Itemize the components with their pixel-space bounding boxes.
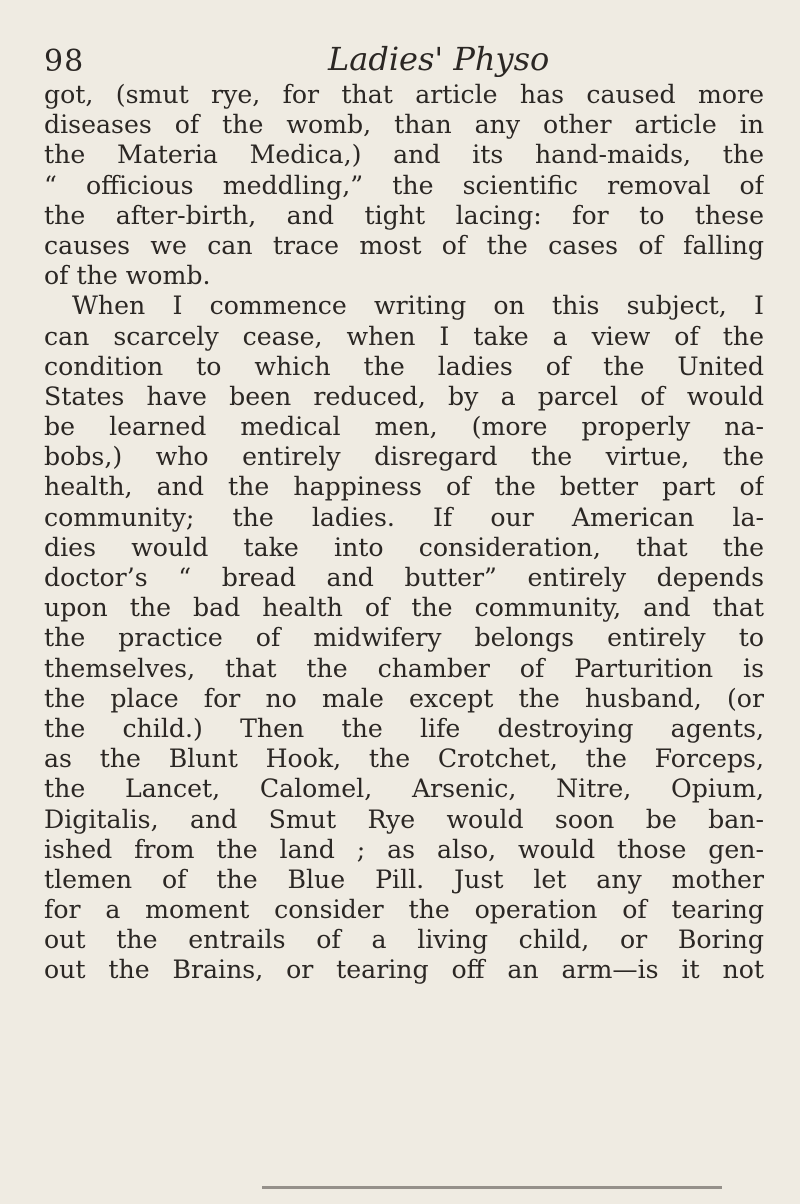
page-number: 98 [44, 44, 85, 79]
text-line: the child.) Then the life destroying agents, [44, 713, 764, 743]
text-line: the place for no male except the husband, (or [44, 683, 764, 713]
text-line: as the Blunt Hook, the Crotchet, the Forceps, [44, 744, 764, 774]
text-line: causes we can trace most of the cases of falling [44, 230, 764, 260]
text-line: diseases of the womb, than any other article in [44, 110, 764, 140]
text-line: be learned medical men, (more properly na- [44, 412, 764, 442]
text-line: themselves, that the chamber of Parturition is [44, 653, 764, 683]
text-line: out the Brains, or tearing off an arm—is it not [44, 955, 764, 985]
text-line: upon the bad health of the community, and that [44, 593, 764, 623]
text-line: ished from the land ; as also, would those gen- [44, 834, 764, 864]
text-line: got, (smut rye, for that article has caused more [44, 80, 764, 109]
text-line: doctor’s “ bread and butter” entirely depends [44, 563, 764, 592]
text-line: can scarcely cease, when I take a view of the [44, 321, 764, 351]
text-line: the Materia Medica,) and its hand-maids, the [44, 140, 764, 170]
text-line: the after-birth, and tight lacing: for to these [44, 200, 764, 230]
body-text [44, 80, 764, 986]
text-line: out the entrails of a living child, or Boring [44, 925, 764, 955]
text-line: States have been reduced, by a parcel of would [44, 381, 764, 411]
running-head: Ladies' Physo [328, 40, 550, 78]
page-edge-rule [262, 1186, 722, 1189]
text-line: the practice of midwifery belongs entirely to [44, 623, 764, 653]
text-line: condition to which the ladies of the United [44, 351, 764, 381]
text-line: health, and the happiness of the better part of [44, 472, 764, 502]
text-line: bobs,) who entirely disregard the virtue, the [44, 442, 764, 472]
text-line: of the womb. [44, 261, 211, 291]
text-line: “ officious meddling,” the scientific removal of [44, 170, 764, 200]
text-line: tlemen of the Blue Pill. Just let any mother [44, 864, 764, 894]
text-line: When I commence writing on this subject, I [72, 291, 764, 321]
text-line: community; the ladies. If our American la- [44, 502, 764, 532]
text-line: dies would take into consideration, that the [44, 532, 764, 562]
text-line: the Lancet, Calomel, Arsenic, Nitre, Opium, [44, 774, 764, 804]
text-line: for a moment consider the operation of tearing [44, 895, 764, 925]
text-line: Digitalis, and Smut Rye would soon be ban- [44, 804, 764, 834]
